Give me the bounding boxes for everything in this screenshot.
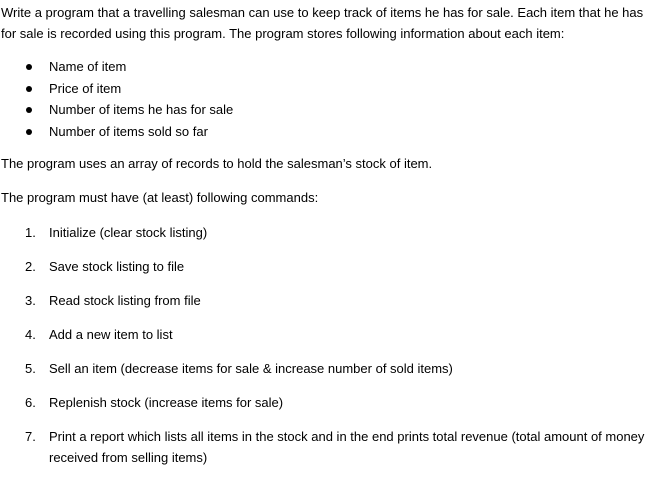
bullet-icon: [26, 86, 32, 92]
command-text: Print a report which lists all items in the stock and in the end prints total revenue (total amount of money received from selling items): [49, 429, 645, 465]
commands-list: [0, 222, 665, 481]
list-item: [0, 99, 233, 121]
command-text: Save stock listing to file: [49, 259, 185, 274]
command-number: 4.: [25, 327, 36, 342]
bullet-icon: [26, 64, 32, 70]
intro-paragraph: Write a program that a travelling salesman can use to keep track of items he has for sale. Each item that he has for sale is recorded using this program. The program stores following information about each item:: [1, 5, 644, 41]
command-text: Initialize (clear stock listing): [49, 225, 208, 240]
command-text: Read stock listing from file: [49, 293, 201, 308]
command-text: Sell an item (decrease items for sale & increase number of sold items): [49, 361, 453, 376]
records-paragraph: The program uses an array of records to hold the salesman’s stock of item.: [1, 156, 433, 171]
command-item: [0, 256, 649, 277]
commands-heading: The program must have (at least) following commands:: [1, 190, 319, 205]
list-item: [0, 121, 233, 143]
command-number: 7.: [25, 429, 36, 444]
list-item: [0, 56, 233, 78]
command-item: [0, 426, 649, 468]
field-label: Price of item: [49, 80, 122, 96]
list-item: [0, 78, 233, 100]
command-text: Replenish stock (increase items for sale): [49, 395, 284, 410]
field-label: Number of items sold so far: [49, 123, 208, 139]
command-number: 3.: [25, 293, 36, 308]
command-number: 2.: [25, 259, 36, 274]
command-item: [0, 358, 649, 379]
command-number: 1.: [25, 225, 36, 240]
command-text: Add a new item to list: [49, 327, 173, 342]
bullet-icon: [26, 107, 32, 113]
command-item: [0, 324, 649, 345]
field-label: Name of item: [49, 59, 127, 74]
command-item: [0, 392, 649, 413]
command-number: 6.: [25, 395, 36, 410]
command-item: [0, 222, 649, 243]
field-label: Number of items he has for sale: [49, 102, 234, 117]
item-fields-list: [0, 56, 233, 142]
command-item: [0, 290, 649, 311]
command-number: 5.: [25, 361, 36, 376]
bullet-icon: [26, 129, 32, 135]
